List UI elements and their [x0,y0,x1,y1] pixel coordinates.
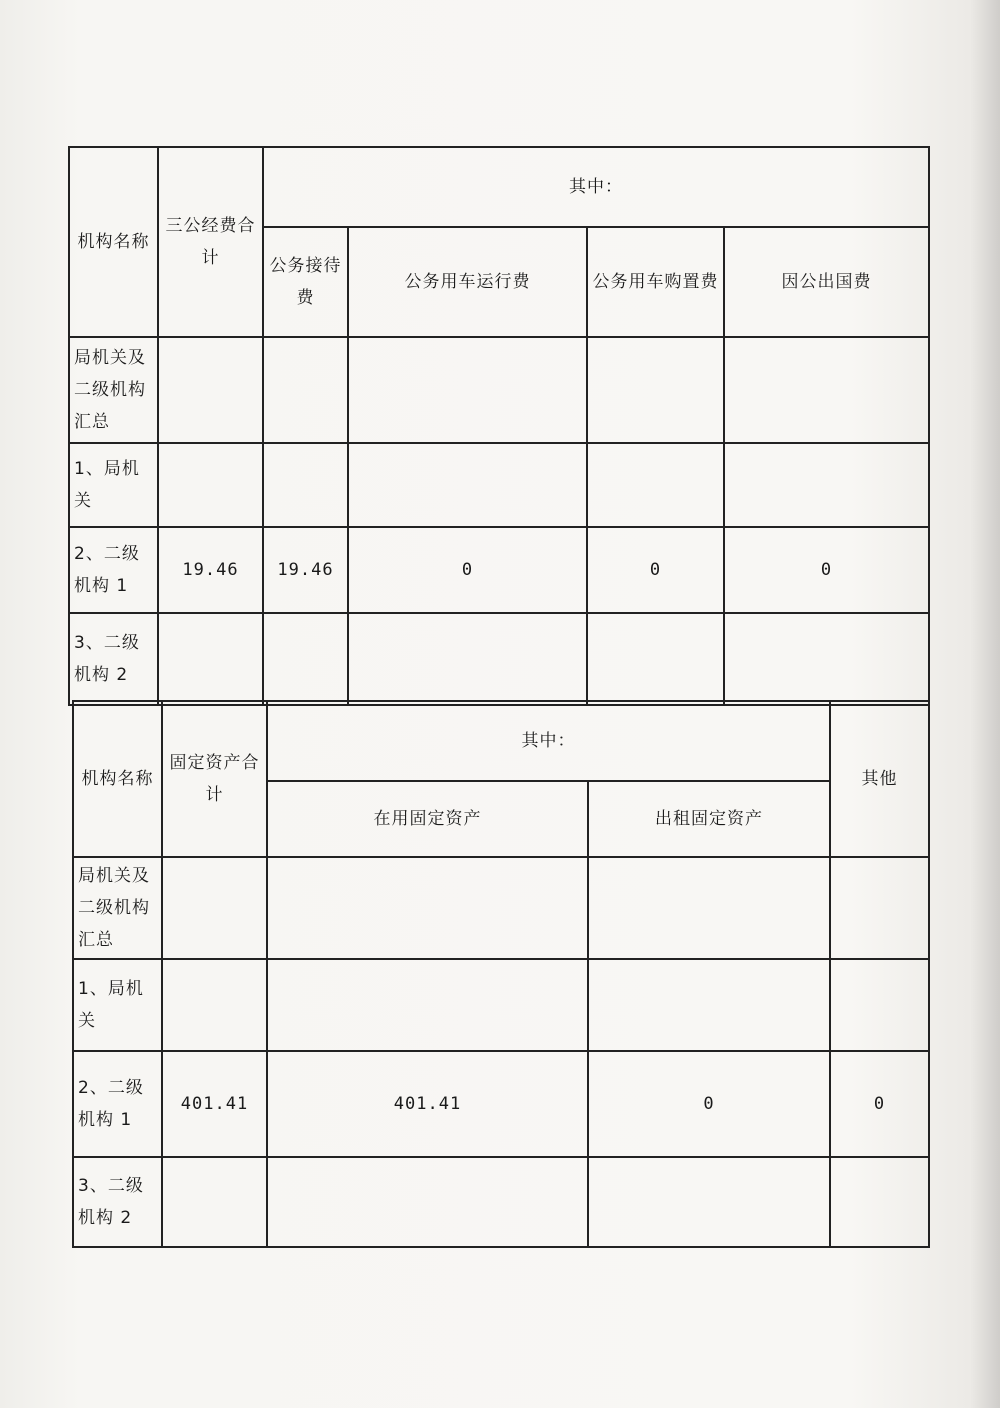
row-name: 3、二级机构 2 [73,1157,162,1247]
table-row [73,1157,929,1247]
table-row [73,959,929,1051]
row-c1 [267,959,588,1051]
row-c1 [267,857,588,959]
header-org-name: 机构名称 [69,147,158,337]
table-row [69,527,929,613]
row-name: 1、局机关 [69,443,158,527]
row-c1 [263,613,348,705]
row-name: 局机关及二级机构汇总 [69,337,158,443]
row-total [158,443,263,527]
three-public-expenses-table [68,146,930,706]
header-other: 其他 [830,701,929,857]
row-other [830,857,929,959]
row-other [830,1157,929,1247]
row-c3 [587,443,724,527]
header-of-which: 其中： [267,701,830,781]
table-row [69,443,929,527]
header-col-leased-assets: 出租固定资产 [588,781,830,857]
row-name: 局机关及二级机构汇总 [73,857,162,959]
row-total [158,613,263,705]
row-c2 [588,857,830,959]
table-row [69,613,929,705]
header-col-vehicle-purchase: 公务用车购置费 [587,227,724,337]
header-col-overseas-travel: 因公出国费 [724,227,929,337]
row-other [830,959,929,1051]
row-total [162,1157,267,1247]
row-c2 [348,443,587,527]
row-c2: 0 [588,1051,830,1157]
row-total [158,337,263,443]
fixed-assets-table [72,700,930,1248]
row-c2 [588,959,830,1051]
row-name: 2、二级机构 1 [73,1051,162,1157]
row-c3: 0 [587,527,724,613]
row-c1 [263,337,348,443]
row-c2 [348,337,587,443]
header-of-which: 其中： [263,147,929,227]
row-c2: 0 [348,527,587,613]
header-col-vehicle-operation: 公务用车运行费 [348,227,587,337]
row-c4: 0 [724,527,929,613]
row-c1 [263,443,348,527]
row-other: 0 [830,1051,929,1157]
table-row [73,1051,929,1157]
header-total: 三公经费合计 [158,147,263,337]
row-total [162,857,267,959]
row-c3 [587,337,724,443]
row-total: 401.41 [162,1051,267,1157]
row-c1: 401.41 [267,1051,588,1157]
table-row [69,337,929,443]
row-total: 19.46 [158,527,263,613]
header-org-name: 机构名称 [73,701,162,857]
row-c4 [724,443,929,527]
header-total: 固定资产合计 [162,701,267,857]
row-name: 2、二级机构 1 [69,527,158,613]
header-col-in-use-assets: 在用固定资产 [267,781,588,857]
row-total [162,959,267,1051]
row-c2 [348,613,587,705]
row-c3 [587,613,724,705]
row-c1 [267,1157,588,1247]
row-c1: 19.46 [263,527,348,613]
row-c4 [724,613,929,705]
table-row [73,857,929,959]
row-c4 [724,337,929,443]
row-name: 1、局机关 [73,959,162,1051]
row-c2 [588,1157,830,1247]
row-name: 3、二级机构 2 [69,613,158,705]
header-col-reception: 公务接待费 [263,227,348,337]
